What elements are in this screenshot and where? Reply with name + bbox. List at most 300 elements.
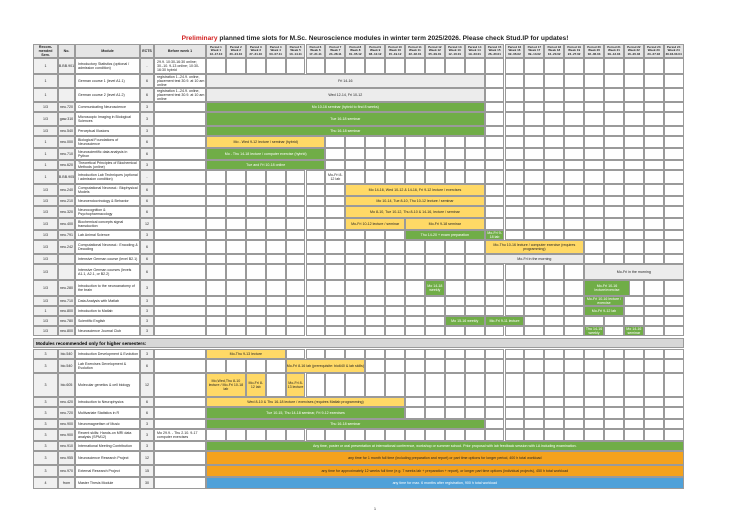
- cell-ects: 6: [140, 88, 154, 102]
- cell-module: German course 1 (level A1.1): [75, 74, 140, 88]
- cell-before: [154, 349, 206, 359]
- period-cell: [405, 240, 425, 254]
- period-cell: [544, 306, 564, 316]
- period-cell: [445, 349, 465, 359]
- period-cell: [564, 184, 584, 196]
- period-cell: [226, 206, 246, 218]
- cell-module: Master Thesis Module: [75, 477, 140, 489]
- period-cell: [485, 397, 505, 407]
- cell-ects: 3: [140, 296, 154, 306]
- cell-ects: 6: [140, 397, 154, 407]
- cell-module: Computational Neurosci.: Encoding & Decoding: [75, 240, 140, 254]
- table-row: [33, 136, 684, 148]
- cell-module: Intensive German course (level B2.1): [75, 254, 140, 264]
- period-cell: [644, 184, 664, 196]
- period-cell: [365, 148, 385, 160]
- schedule-bar: Mo-Thu 10-16 lecture / computer exercise (requires programming): [485, 240, 585, 254]
- period-cell: [564, 218, 584, 230]
- period-cell: [306, 218, 326, 230]
- table-row: [33, 240, 684, 254]
- period-cell: [604, 349, 624, 359]
- period-cell: [564, 296, 584, 306]
- period-cell: [584, 373, 604, 397]
- period-cell: [246, 184, 266, 196]
- period-cell: [206, 429, 226, 441]
- period-cell: [505, 58, 525, 74]
- period-cell: [524, 206, 544, 218]
- period-cell: [564, 148, 584, 160]
- period-cell: [206, 218, 226, 230]
- period-cell: [584, 240, 604, 254]
- period-cell: [664, 170, 684, 184]
- period-cell: [584, 254, 604, 264]
- period-cell: [365, 170, 385, 184]
- period-cell: [644, 419, 664, 429]
- period-cell: [624, 359, 644, 373]
- cell-sem: 1/3: [33, 264, 58, 280]
- period-cell: [445, 170, 465, 184]
- period-cell: [624, 58, 644, 74]
- period-cell: [524, 280, 544, 296]
- period-cell: [664, 160, 684, 170]
- period-cell: [405, 373, 425, 397]
- cell-sem: 1/3: [33, 184, 58, 196]
- period-cell: [385, 170, 405, 184]
- period-cell: [365, 230, 385, 240]
- period-cell: [246, 296, 266, 306]
- table-row: [33, 88, 684, 102]
- cell-module: Neurocognition & Psychopharmacology: [75, 206, 140, 218]
- header-period: Period 17 Week 17 09.-13.02: [524, 44, 544, 58]
- period-cell: [425, 254, 445, 264]
- cell-before: [154, 196, 206, 206]
- period-cell: [584, 184, 604, 196]
- cell-no: bio.605: [58, 373, 75, 397]
- period-cell: [505, 196, 525, 206]
- period-cell: [644, 74, 664, 88]
- period-cell: [445, 373, 465, 397]
- period-cell: [544, 419, 564, 429]
- period-cell: [286, 349, 306, 359]
- period-cell: [505, 160, 525, 170]
- period-cell: [385, 429, 405, 441]
- period-cell: [664, 88, 684, 102]
- period-cell: [365, 280, 385, 296]
- period-cell: [206, 264, 226, 280]
- schedule-bar: Mo-Fri 9-11 lecture: [485, 316, 525, 326]
- period-cell: [325, 373, 345, 397]
- schedule-bar: Thu 14-16 weekly: [585, 326, 603, 335]
- cell-module: Multivariate Statistics in R: [75, 407, 140, 419]
- period-cell: [564, 306, 584, 316]
- period-cell: [405, 170, 425, 184]
- header-recommended: Recom-mended Sem.: [33, 44, 58, 58]
- period-cell: [544, 58, 564, 74]
- period-cell: [644, 316, 664, 326]
- period-cell: [425, 349, 445, 359]
- cell-no: neu.720: [58, 102, 75, 112]
- period-cell: [505, 326, 525, 336]
- period-cell: [604, 407, 624, 419]
- header-period: Period 8 Week 8 01.-05.12: [345, 44, 365, 58]
- period-cell: [505, 397, 525, 407]
- period-cell: [325, 58, 345, 74]
- period-cell: [286, 206, 306, 218]
- period-cell: [604, 373, 624, 397]
- period-cell: [306, 196, 326, 206]
- cell-ects: 3: [140, 112, 154, 126]
- period-cell: [325, 206, 345, 218]
- period-cell: [445, 254, 465, 264]
- period-cell: [325, 326, 345, 336]
- period-cell: [246, 230, 266, 240]
- period-cell: [226, 218, 246, 230]
- cell-before: [154, 280, 206, 296]
- cell-no: neu.210: [58, 196, 75, 206]
- period-cell: [206, 206, 226, 218]
- period-cell: [266, 326, 286, 336]
- period-cell: [206, 230, 226, 240]
- period-cell: [564, 280, 584, 296]
- cell-module: External Research Project: [75, 465, 140, 477]
- cell-before: [154, 170, 206, 184]
- period-cell: [266, 58, 286, 74]
- period-cell: [325, 136, 345, 148]
- period-cell: [604, 218, 624, 230]
- period-cell: [604, 196, 624, 206]
- period-cell: [206, 326, 226, 336]
- cell-sem: 1/3: [33, 102, 58, 112]
- period-cell: [405, 280, 425, 296]
- period-cell: [644, 102, 664, 112]
- cell-module: Recent skills: Hands-on MRI data analysis (SPM12): [75, 429, 140, 441]
- period-cell: [226, 240, 246, 254]
- header-period: Period 1 Week 1 13.-17.10: [206, 44, 226, 58]
- period-cell: [385, 316, 405, 326]
- period-cell: [485, 326, 505, 336]
- period-cell: [505, 264, 525, 280]
- cell-ects: 30: [140, 477, 154, 489]
- period-cell: [664, 397, 684, 407]
- period-cell: [644, 349, 664, 359]
- period-cell: [524, 112, 544, 126]
- cell-before: [154, 218, 206, 230]
- period-cell: [524, 184, 544, 196]
- period-cell: [544, 218, 564, 230]
- period-cell: [564, 196, 584, 206]
- schedule-bar: Mo-Fri 10-12 lecture / seminar: [345, 218, 405, 230]
- schedule-bar: Mo 10-14, Tue 8-10, Thu 10-12 lecture / seminar: [345, 196, 484, 206]
- period-cell: [544, 74, 564, 88]
- period-cell: [306, 326, 326, 336]
- period-cell: [405, 148, 425, 160]
- header-period: Period 7 Week 7 24.-28.11: [325, 44, 345, 58]
- period-cell: [584, 58, 604, 74]
- period-cell: [564, 419, 584, 429]
- period-cell: [405, 407, 425, 419]
- period-cell: [345, 58, 365, 74]
- page-title: [0, 35, 750, 42]
- period-cell: [664, 148, 684, 160]
- table-row: [33, 196, 684, 206]
- cell-module: Neuroscience Research Project: [75, 451, 140, 465]
- period-cell: [365, 306, 385, 316]
- period-cell: [524, 148, 544, 160]
- table-row: [33, 397, 684, 407]
- period-cell: [385, 296, 405, 306]
- header-period: Period 12 Week 12 05.-09.01: [425, 44, 445, 58]
- period-cell: [206, 58, 226, 74]
- period-cell: [325, 184, 345, 196]
- cell-before: Mo 29.9. - Thu 2.10. 9-17 computer exercises: [154, 429, 206, 441]
- period-cell: [306, 58, 326, 74]
- period-cell: [385, 326, 405, 336]
- schedule-bar: Mo 14-16 seminar: [624, 326, 644, 336]
- schedule-bar: Tue and Fri 10-18 online: [206, 160, 325, 170]
- period-cell: [604, 397, 624, 407]
- period-cell: [425, 240, 445, 254]
- schedule-bar: Mo-Fri 10-16 lecture/exercise: [584, 280, 630, 296]
- period-cell: [584, 206, 604, 218]
- table-row: [33, 326, 684, 336]
- period-cell: [385, 240, 405, 254]
- period-cell: [306, 230, 326, 240]
- schedule-bar: Mo - Wed 9-12 lecture / seminar (hybrid): [206, 136, 325, 148]
- period-cell: [604, 112, 624, 126]
- period-cell: [544, 373, 564, 397]
- period-cell: [465, 373, 485, 397]
- cell-module: Microscopic Imaging in Biological Sciences: [75, 112, 140, 126]
- period-cell: [286, 296, 306, 306]
- period-cell: [644, 306, 664, 316]
- header-period: Period 14 Week 14 19.-23.01: [465, 44, 485, 58]
- period-cell: [365, 160, 385, 170]
- schedule-bar: Mo 14-16, Wed 10-12 & 14-16, Fri 9-12 lecture / exercises: [345, 184, 484, 196]
- cell-before: [154, 397, 206, 407]
- cell-before: [154, 419, 206, 429]
- header-period: Period 3 Week 3 27.-31.10: [246, 44, 266, 58]
- period-cell: [564, 359, 584, 373]
- period-cell: [485, 148, 505, 160]
- period-cell: [664, 58, 684, 74]
- cell-ects: 6: [140, 240, 154, 254]
- period-cell: [564, 112, 584, 126]
- header-ects: ECTS: [140, 44, 154, 58]
- cell-no: bio.540: [58, 349, 75, 359]
- period-cell: [584, 136, 604, 148]
- period-cell: [465, 407, 485, 419]
- period-cell: [544, 112, 564, 126]
- header-period: Period 18 Week 18 16.-20.02: [544, 44, 564, 58]
- period-cell: [365, 373, 385, 397]
- cell-no: neu.320: [58, 206, 75, 218]
- period-cell: [624, 240, 644, 254]
- period-cell: [445, 326, 465, 336]
- period-cell: [584, 112, 604, 126]
- period-cell: [425, 306, 445, 316]
- period-cell: [604, 102, 624, 112]
- period-cell: [266, 359, 286, 373]
- period-cell: [465, 58, 485, 74]
- cell-sem: 1: [33, 58, 58, 74]
- cell-before: [154, 160, 206, 170]
- schedule-bar: Thu 16-18 seminar: [206, 126, 485, 136]
- cell-no: bio.540: [58, 359, 75, 373]
- period-cell: [425, 316, 445, 326]
- period-cell: [266, 184, 286, 196]
- period-cell: [524, 349, 544, 359]
- cell-sem: 1: [33, 170, 58, 184]
- period-cell: [624, 170, 644, 184]
- cell-sem: 1/3: [33, 316, 58, 326]
- period-cell: [306, 240, 326, 254]
- period-cell: [226, 306, 246, 316]
- period-cell: [226, 254, 246, 264]
- period-cell: [266, 306, 286, 316]
- period-cell: [425, 58, 445, 74]
- period-cell: [624, 254, 644, 264]
- period-cell: [564, 136, 584, 148]
- schedule-bar: Wed 8-10 & Thu 16-18 lecture / exercises (requires Matlab programming): [206, 397, 405, 407]
- cell-ects: 3: [140, 306, 154, 316]
- period-cell: [564, 74, 584, 88]
- cell-ects: 3: [140, 160, 154, 170]
- period-cell: [505, 359, 525, 373]
- period-cell: [564, 397, 584, 407]
- cell-ects: 6: [140, 196, 154, 206]
- header-period: Period 4 Week 4 03.-07.11: [266, 44, 286, 58]
- period-cell: [604, 184, 624, 196]
- period-cell: [266, 429, 286, 441]
- period-cell: [544, 326, 564, 336]
- period-cell: [286, 306, 306, 316]
- period-cell: [246, 326, 266, 336]
- period-cell: [365, 264, 385, 280]
- period-cell: [246, 58, 266, 74]
- cell-before: [154, 148, 206, 160]
- period-cell: [584, 74, 604, 88]
- period-cell: [664, 184, 684, 196]
- cell-ects: 6: [140, 74, 154, 88]
- cell-no: from: [58, 477, 75, 489]
- cell-module: Data Analysis with Matlab: [75, 296, 140, 306]
- period-cell: [485, 373, 505, 397]
- period-cell: [425, 373, 445, 397]
- period-cell: [624, 136, 644, 148]
- schedule-bar: Mo-Fri 8-13 lecture: [286, 373, 306, 397]
- period-cell: [365, 296, 385, 306]
- header-before-week: Before week 1: [154, 44, 206, 58]
- period-cell: [644, 58, 664, 74]
- cell-no: B.BB.901: [58, 58, 75, 74]
- period-cell: [604, 160, 624, 170]
- period-cell: [325, 196, 345, 206]
- period-cell: [624, 88, 644, 102]
- period-cell: [485, 218, 505, 230]
- cell-ects: 3: [140, 316, 154, 326]
- cell-before: [154, 230, 206, 240]
- period-cell: [365, 326, 385, 336]
- cell-sem: 1/3: [33, 254, 58, 264]
- period-cell: [604, 58, 624, 74]
- cell-ects: 12: [140, 218, 154, 230]
- period-cell: [465, 326, 485, 336]
- period-cell: [325, 429, 345, 441]
- period-cell: [325, 349, 345, 359]
- period-cell: [644, 88, 664, 102]
- cell-module: German course 2 (level A1.2): [75, 88, 140, 102]
- cell-sem: 3: [33, 373, 58, 397]
- cell-no: gaw.310: [58, 112, 75, 126]
- table-row: [33, 477, 684, 489]
- period-cell: [465, 148, 485, 160]
- period-cell: [306, 254, 326, 264]
- header-period: Period 9 Week 9 08.-12.12: [365, 44, 385, 58]
- period-cell: [485, 136, 505, 148]
- period-cell: [385, 359, 405, 373]
- cell-no: neu.720: [58, 407, 75, 419]
- schedule-bar: Mo-Fri in the morning: [584, 264, 684, 280]
- cell-no: [58, 254, 75, 264]
- cell-ects: 6: [140, 254, 154, 264]
- period-cell: [206, 306, 226, 316]
- period-cell: [604, 148, 624, 160]
- period-cell: [246, 240, 266, 254]
- header-no: No.: [58, 44, 75, 58]
- period-cell: [524, 102, 544, 112]
- cell-module: Lab Exercises Development & Evolution: [75, 359, 140, 373]
- cell-ects: 6: [140, 407, 154, 419]
- period-cell: [624, 160, 644, 170]
- period-cell: [445, 160, 465, 170]
- period-cell: [266, 230, 286, 240]
- period-cell: [445, 240, 465, 254]
- period-cell: [345, 296, 365, 306]
- table-row: [33, 254, 684, 264]
- cell-ects: 3: [140, 419, 154, 429]
- header-module: Module: [75, 44, 140, 58]
- period-cell: [544, 280, 564, 296]
- period-cell: [485, 74, 505, 88]
- period-cell: [445, 58, 465, 74]
- table-row: [33, 280, 684, 296]
- period-cell: [544, 102, 564, 112]
- period-cell: [485, 160, 505, 170]
- period-cell: [246, 429, 266, 441]
- period-cell: [564, 102, 584, 112]
- period-cell: [465, 136, 485, 148]
- cell-module: Computational Neurosci.: Biophysical Models: [75, 184, 140, 196]
- period-cell: [644, 280, 664, 296]
- period-cell: [325, 306, 345, 316]
- cell-no: neu.900: [58, 429, 75, 441]
- period-cell: [544, 88, 564, 102]
- period-cell: [524, 88, 544, 102]
- table-row: [33, 451, 684, 465]
- period-cell: [564, 58, 584, 74]
- period-cell: [306, 349, 326, 359]
- cell-sem: 1/3: [33, 112, 58, 126]
- period-cell: [524, 296, 544, 306]
- period-cell: [246, 316, 266, 326]
- period-cell: [505, 349, 525, 359]
- cell-ects: 3: [140, 326, 154, 336]
- period-cell: [664, 407, 684, 419]
- period-cell: [405, 254, 425, 264]
- period-cell: [624, 373, 644, 397]
- period-cell: [584, 397, 604, 407]
- schedule-bar: Mo-Fri 10-16 lecture / exercise: [584, 296, 624, 306]
